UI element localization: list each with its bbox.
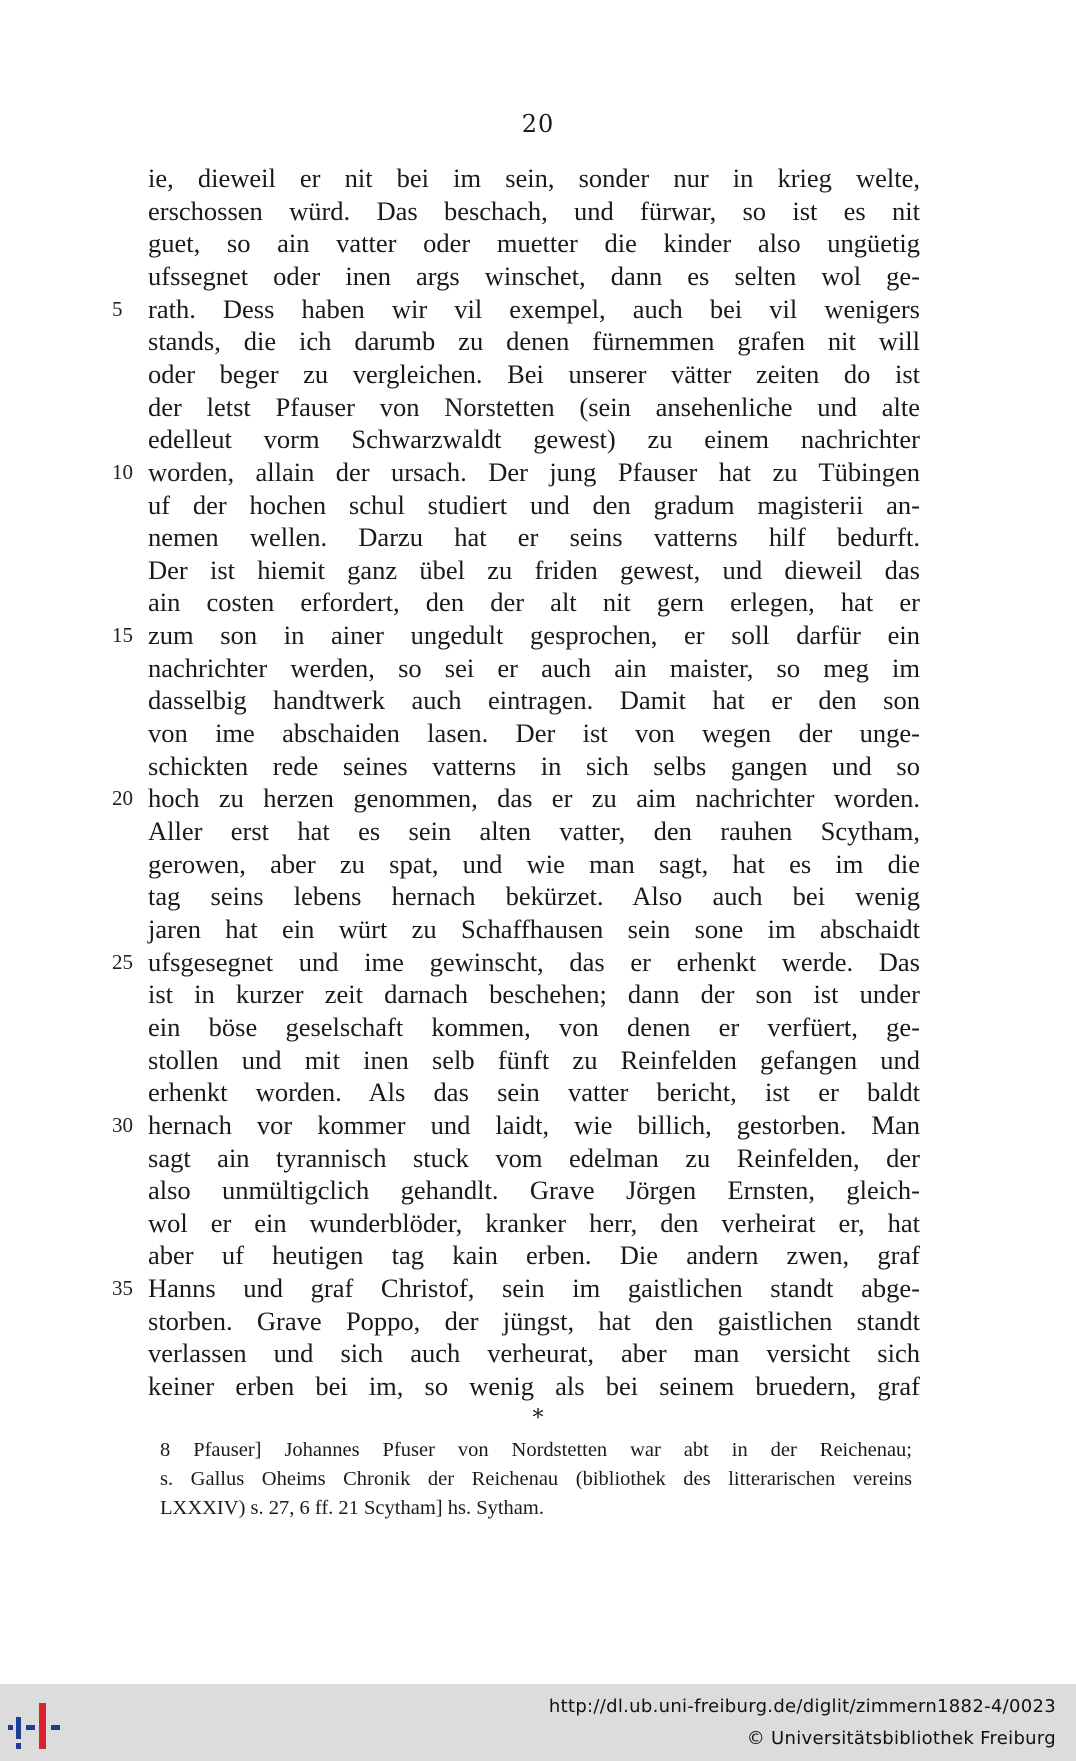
source-url[interactable]: http://dl.ub.uni-freiburg.de/diglit/zimmern1882-4/0023 [548,1696,1056,1717]
text-line: ufsgesegnet und ime gewinscht, das er erhenkt werde. Das [148,947,920,977]
line-number: 15 [112,623,133,647]
text-line: verlassen und sich auch verheurat, aber man versicht sich [148,1338,920,1368]
text-line: rath. Dess haben wir vil exempel, auch bei vil wenigers [148,294,920,324]
text-line: ein böse geselschaft kommen, von denen er verfüert, ge- [148,1012,920,1042]
text-line: guet, so ain vatter oder muetter die kinder also ungüetig [148,228,920,258]
text-line: schickten rede seines vatterns in sich selbs gangen und so [148,751,920,781]
text-line: storben. Grave Poppo, der jüngst, hat den gaistlichen standt [148,1306,920,1336]
text-line: nachrichter werden, so sei er auch ain maister, so meg im [148,653,920,683]
text-line: der letst Pfauser von Norstetten (sein ansehenliche und alte [148,392,920,422]
text-line: also unmültigclich gehandlt. Grave Jörgen Ernsten, gleich- [148,1175,920,1205]
footnote-line: 8 Pfauser] Johannes Pfuser von Nordstetten war abt in der Reichenau; [160,1439,912,1461]
text-line: erhenkt worden. Als das sein vatter bericht, ist er baldt [148,1077,920,1107]
text-line: Der ist hiemit ganz übel zu friden gewest, und dieweil das [148,555,920,585]
text-line: zum son in ainer ungedult gesprochen, er soll darfür ein [148,620,920,650]
text-line: ist in kurzer zeit darnach beschehen; dann der son ist under [148,979,920,1009]
line-number: 20 [112,786,133,810]
text-line: ain costen erfordert, den der alt nit gern erlegen, hat er [148,587,920,617]
page-number: 20 [521,110,555,138]
line-number: 35 [112,1276,133,1300]
copyright-notice: © Universitätsbibliothek Freiburg [746,1728,1056,1749]
footer-bar [0,1684,1076,1761]
text-line: von ime abschaiden lasen. Der ist von wegen der unge- [148,718,920,748]
line-number: 5 [112,297,123,321]
line-number: 25 [112,950,133,974]
text-line: oder beger zu vergleichen. Bei unserer vätter zeiten do ist [148,359,920,389]
footnote-line: LXXXIV) s. 27, 6 ff. 21 Scytham] hs. Sytham. [160,1497,544,1519]
text-line: hernach vor kommer und laidt, wie billich, gestorben. Man [148,1110,920,1140]
text-line: nemen wellen. Darzu hat er seins vatterns hilf bedurft. [148,522,920,552]
text-line: Hanns und graf Christof, sein im gaistlichen standt abge- [148,1273,920,1303]
footnote-separator: * [532,1406,544,1431]
text-line: edelleut vorm Schwarzwaldt gewest) zu einem nachrichter [148,424,920,454]
line-number: 10 [112,460,133,484]
text-line: erschossen würd. Das beschach, und fürwar, so ist es nit [148,196,920,226]
text-line: sagt ain tyrannisch stuck vom edelman zu Reinfelden, der [148,1143,920,1173]
text-line: Aller erst hat es sein alten vatter, den rauhen Scytham, [148,816,920,846]
text-line: jaren hat ein würt zu Schaffhausen sein sone im abschaidt [148,914,920,944]
text-line: uf der hochen schul studiert und den gradum magisterii an- [148,490,920,520]
text-line: gerowen, aber zu spat, und wie man sagt, hat es im die [148,849,920,879]
text-line: worden, allain der ursach. Der jung Pfauser hat zu Tübingen [148,457,920,487]
text-line: tag seins lebens hernach bekürzet. Also auch bei wenig [148,881,920,911]
text-line: keiner erben bei im, so wenig als bei seinem bruedern, graf [148,1371,920,1401]
text-line: dasselbig handtwerk auch eintragen. Damit hat er den son [148,685,920,715]
text-line: hoch zu herzen genommen, das er zu aim nachrichter worden. [148,783,920,813]
text-line: ie, dieweil er nit bei im sein, sonder nur in krieg welte, [148,163,920,193]
library-logo-icon [6,1695,68,1753]
text-line: stands, die ich darumb zu denen fürnemmen grafen nit will [148,326,920,356]
line-number: 30 [112,1113,133,1137]
text-line: stollen und mit inen selb fünft zu Reinfelden gefangen und [148,1045,920,1075]
footnote-line: s. Gallus Oheims Chronik der Reichenau (bibliothek des litterarischen vereins [160,1468,912,1490]
text-line: ufssegnet oder inen args winschet, dann es selten wol ge- [148,261,920,291]
text-line: wol er ein wunderblöder, kranker herr, den verheirat er, hat [148,1208,920,1238]
text-line: aber uf heutigen tag kain erben. Die andern zwen, graf [148,1240,920,1270]
